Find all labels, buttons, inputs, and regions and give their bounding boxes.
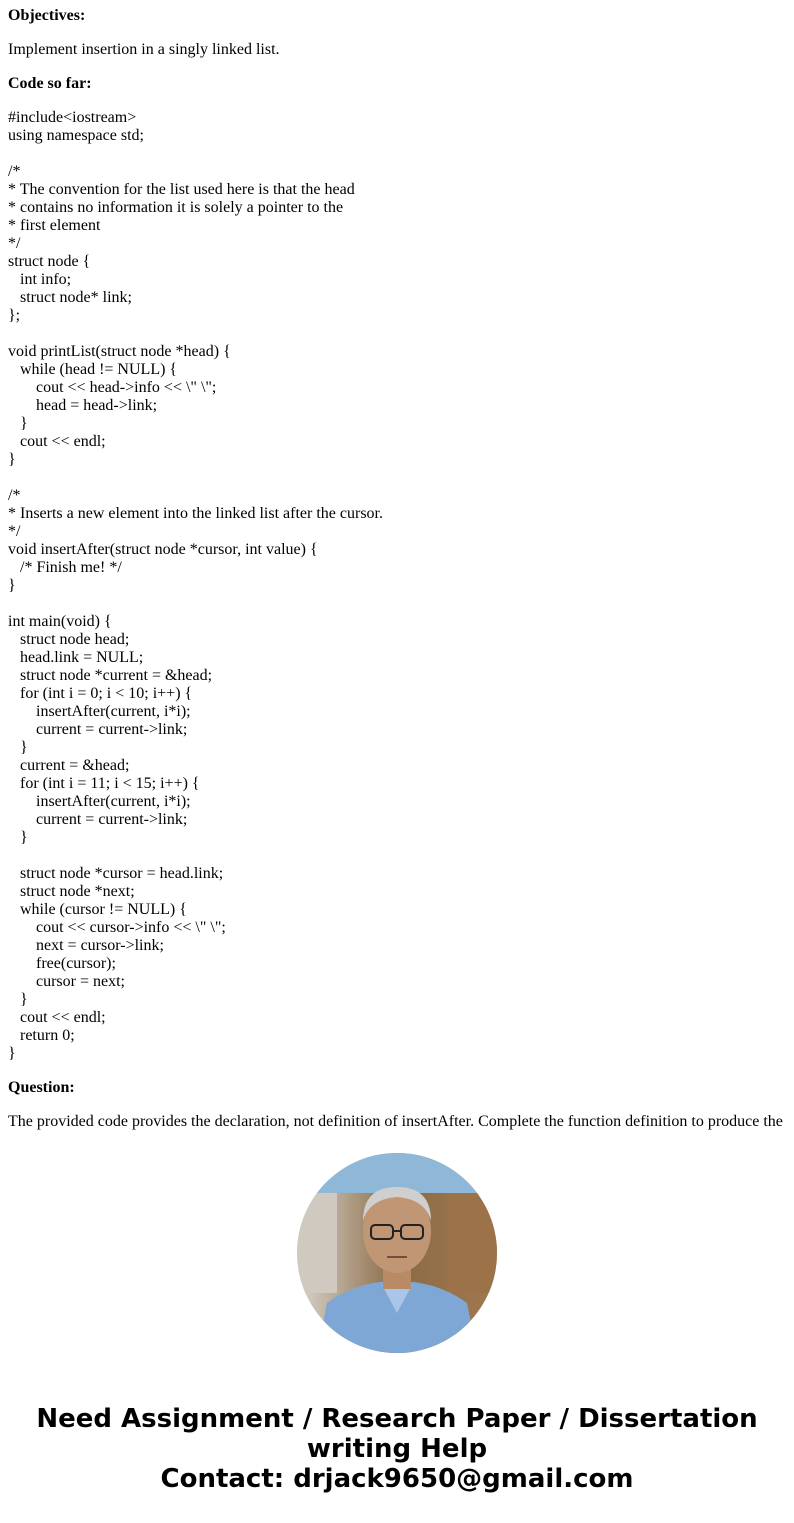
promo-banner [0, 1404, 794, 1494]
promo-line-2: writing Help [306, 1434, 488, 1464]
objectives-heading: Objectives: [8, 7, 86, 24]
code-heading: Code so far: [8, 75, 92, 92]
document-body [8, 7, 788, 1131]
promo-contact: Contact: drjack9650@gmail.com [160, 1464, 634, 1494]
code-listing: #include<iostream> using namespace std; /* * The convention for the list used here is that the head * contains no information it is solely a pointer to the * first element */ struct node { int info; struct node* link; }; void printList(struct node *head) { while (head != NULL) { cout << head->info << \" \"; head = head->link; } cout << endl; } /* * Inserts a new element into the linked list after the cursor. */ void insertAfter(struct node *cursor, int value) { /* Finish me! */ } int main(void) { struct node head; head.link = NULL; struct node *current = &head; for (int i = 0; i < 10; i++) { insertAfter(current, i*i); current = current->link; } current = &head; for (int i = 11; i < 15; i++) { insertAfter(current, i*i); current = current->link; } struct node *cursor = head.link; struct node *next; while (cursor != NULL) { cout << cursor->info << \" \"; next = cursor->link; free(cursor); cursor = next; } cout << endl; return 0; } [8, 109, 383, 1062]
person-photo-icon [297, 1153, 497, 1353]
question-heading: Question: [8, 1079, 75, 1096]
objectives-text: Implement insertion in a singly linked list. [8, 41, 280, 58]
question-text: The provided code provides the declaration, not definition of insertAfter. Complete the function definition to produce the [8, 1113, 783, 1130]
promo-line-1: Need Assignment / Research Paper / Dissertation [36, 1404, 758, 1434]
